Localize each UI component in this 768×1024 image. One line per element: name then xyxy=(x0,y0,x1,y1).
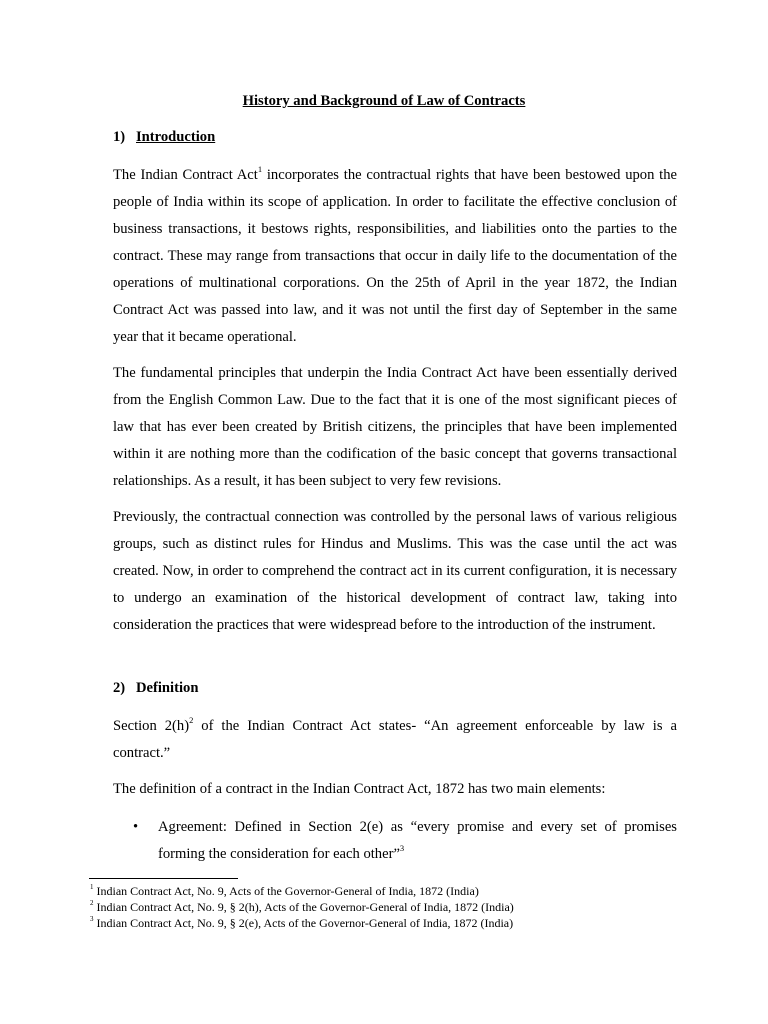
text-run: Section 2(h) xyxy=(113,718,190,734)
footnote-ref: 1 xyxy=(257,164,263,175)
list-item-text: Agreement: Defined in Section 2(e) as “every promise and every set of promises forming the consideration for each other” xyxy=(158,819,677,862)
section-title: Introduction xyxy=(136,129,216,145)
document-title: History and Background of Law of Contracts xyxy=(242,93,526,109)
footnote-mark: 1 xyxy=(90,883,94,891)
paragraph-definition-2: The definition of a contract in the Indian Contract Act, 1872 has two main elements: xyxy=(113,781,606,797)
section-number: 2) xyxy=(113,680,126,696)
footnotes xyxy=(90,883,514,931)
paragraph-definition-1 xyxy=(113,713,677,767)
bullet-icon: • xyxy=(133,819,139,835)
footnote-1 xyxy=(90,883,514,899)
paragraph-intro-1 xyxy=(113,162,677,351)
footnote-3 xyxy=(90,915,514,931)
text-run: The Indian Contract Act xyxy=(113,167,258,183)
footnote-text: Indian Contract Act, No. 9, § 2(e), Acts of the Governor-General of India, 1872 (India) xyxy=(96,916,514,930)
footnote-ref: 3 xyxy=(399,843,405,854)
footnote-2 xyxy=(90,899,514,915)
paragraph-intro-3: Previously, the contractual connection was controlled by the personal laws of various religious groups, such as distinct rules for Hindus and Muslims. This was the case until the act was created. Now, in order to comprehend the contract act in its current configuration, it is necessary to undergo an examination of the historical development of contract law, taking into consideration the practices that were widespread before to the introduction of the instrument. xyxy=(113,509,677,633)
section-title: Definition xyxy=(136,680,199,696)
paragraph-intro-2: The fundamental principles that underpin the India Contract Act have been essentially derived from the English Common Law. Due to the fact that it is one of the most significant pieces of law that has ever been created by British citizens, the principles that have been implemented within it are nothing more than the codification of the basic concept that governs transactional relationships. As a result, it has been subject to very few revisions. xyxy=(113,365,677,489)
footnote-mark: 3 xyxy=(90,915,94,923)
footnote-text: Indian Contract Act, No. 9, Acts of the Governor-General of India, 1872 (India) xyxy=(96,884,479,898)
text-run: incorporates the contractual rights that have been bestowed upon the people of India within its scope of application. In order to facilitate the effective conclusion of business transactions, it bestows rights, responsibilities, and liabilities onto the parties to the contract. These may range from transactions that occur in daily life to the documentation of the operations of multinational corporations. On the 25th of April in the year 1872, the Indian Contract Act was passed into law, and it was not until the first day of September in the same year that it became operational. xyxy=(113,167,677,345)
list-item xyxy=(133,814,677,868)
section-heading-definition xyxy=(113,680,198,697)
footnote-ref: 2 xyxy=(189,715,194,726)
footnote-text: Indian Contract Act, No. 9, § 2(h), Acts of the Governor-General of India, 1872 (India) xyxy=(96,900,514,914)
section-heading-introduction xyxy=(113,129,215,146)
section-number: 1) xyxy=(113,129,126,145)
text-run: of the Indian Contract Act states- “An agreement enforceable by law is a contract.” xyxy=(113,718,677,761)
footnote-separator xyxy=(89,878,238,879)
footnote-mark: 2 xyxy=(90,899,94,907)
